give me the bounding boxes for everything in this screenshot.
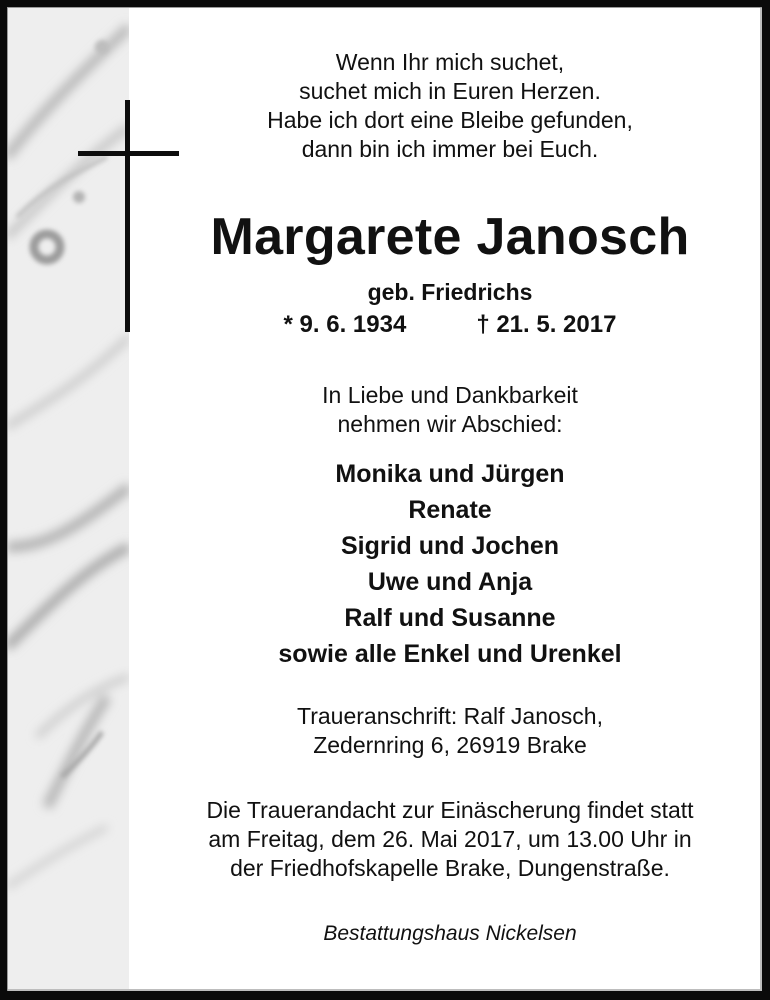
service-line: am Freitag, dem 26. Mai 2017, um 13.00 Uhr in (208, 826, 692, 852)
undertaker-name: Bestattungshaus Nickelsen (323, 922, 577, 945)
service-line: Die Trauerandacht zur Einäscherung findet statt (206, 797, 694, 823)
farewell-line: nehmen wir Abschied: (337, 411, 563, 437)
mourner: Sigrid und Jochen (340, 532, 560, 560)
deceased-name: Margarete Janosch (210, 208, 690, 266)
verse-line: suchet mich in Euren Herzen. (299, 78, 601, 104)
life-dates (150, 310, 750, 340)
service-line: der Friedhofskapelle Brake, Dungenstraße. (230, 855, 670, 881)
mourner: Ralf und Susanne (344, 604, 556, 632)
mourners-list (150, 456, 750, 672)
verse-line: dann bin ich immer bei Euch. (301, 136, 599, 162)
farewell-line: In Liebe und Dankbarkeit (322, 382, 578, 408)
verse-line: Habe ich dort eine Bleibe gefunden, (267, 107, 633, 133)
cross-icon (125, 100, 130, 332)
mourner: sowie alle Enkel und Urenkel (278, 640, 622, 668)
mourning-address (150, 702, 750, 760)
birth-name: geb. Friedrichs (367, 279, 533, 305)
verse (150, 48, 750, 164)
mourner: Renate (408, 496, 492, 524)
mourner: Uwe und Anja (367, 568, 533, 596)
address-line: Traueranschrift: Ralf Janosch, (297, 703, 603, 729)
birth-date: * 9. 6. 1934 (283, 311, 407, 338)
address-line: Zedernring 6, 26919 Brake (313, 732, 587, 758)
death-date: † 21. 5. 2017 (476, 311, 617, 338)
farewell-text (150, 381, 750, 439)
service-announcement (150, 796, 750, 883)
verse-line: Wenn Ihr mich suchet, (335, 49, 565, 75)
mourner: Monika und Jürgen (335, 460, 565, 488)
